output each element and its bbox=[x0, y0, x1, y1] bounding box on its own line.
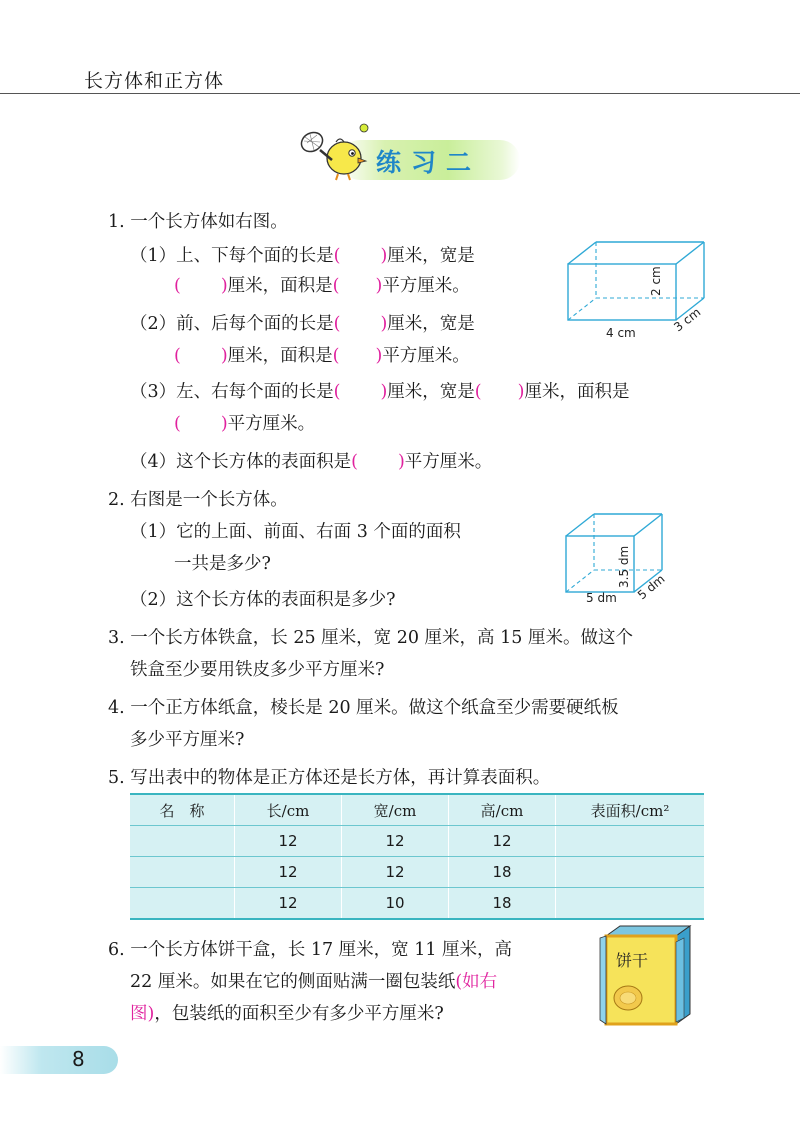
table-cell[interactable] bbox=[130, 857, 235, 888]
page-number-tab bbox=[0, 1046, 118, 1074]
figure2-width-label: 5 dm bbox=[634, 571, 668, 603]
table-row bbox=[130, 888, 704, 920]
table-cell: 12 bbox=[235, 826, 342, 857]
biscuit-box-label: 饼干 bbox=[616, 951, 649, 970]
cuboid-figure-1 bbox=[560, 236, 710, 344]
table-row bbox=[130, 826, 704, 857]
figure2-length-label: 5 dm bbox=[586, 591, 617, 605]
q1-part2-line1: （2）前、后每个面的长是( )厘米，宽是 bbox=[130, 314, 475, 334]
table-header-height: 高/cm bbox=[449, 794, 556, 826]
q1-part2-line2: ( )厘米，面积是( )平方厘米。 bbox=[174, 346, 470, 366]
table-cell: 18 bbox=[449, 888, 556, 920]
figure1-width-label: 3 cm bbox=[671, 305, 704, 335]
table-cell: 10 bbox=[342, 888, 449, 920]
q6-line2: 22 厘米。如果在它的侧面贴满一圈包装纸(如右 bbox=[130, 972, 498, 992]
table-header-row bbox=[130, 794, 704, 826]
q3-line2: 铁盒至少要用铁皮多少平方厘米? bbox=[130, 660, 385, 680]
table-header-area: 表面积/cm² bbox=[556, 794, 705, 826]
q1-part3-line1: （3）左、右每个面的长是( )厘米，宽是( )厘米，面积是 bbox=[130, 382, 630, 402]
header-divider bbox=[0, 93, 800, 94]
table-cell: 12 bbox=[342, 826, 449, 857]
table-cell: 12 bbox=[235, 857, 342, 888]
q4-line1: 4. 一个正方体纸盒，棱长是 20 厘米。做这个纸盒至少需要硬纸板 bbox=[108, 698, 619, 718]
figure2-height-label: 3.5 dm bbox=[617, 545, 631, 588]
chick-tennis-icon bbox=[292, 120, 372, 182]
table-cell[interactable] bbox=[130, 888, 235, 920]
q2-part1-line2: 一共是多少? bbox=[174, 554, 271, 574]
q4-line2: 多少平方厘米? bbox=[130, 730, 245, 750]
table-header-length: 长/cm bbox=[235, 794, 342, 826]
page-number: 8 bbox=[72, 1047, 85, 1071]
q1-part1-line1: （1）上、下每个面的长是( )厘米，宽是 bbox=[130, 246, 475, 266]
q6-line3: 图)，包装纸的面积至少有多少平方厘米? bbox=[130, 1004, 444, 1024]
table-cell: 12 bbox=[449, 826, 556, 857]
table-cell: 12 bbox=[235, 888, 342, 920]
table-cell: 18 bbox=[449, 857, 556, 888]
cuboid-figure-2 bbox=[560, 508, 672, 606]
table-header-width: 宽/cm bbox=[342, 794, 449, 826]
figure1-length-label: 4 cm bbox=[606, 326, 636, 340]
table-cell[interactable] bbox=[556, 826, 705, 857]
table-cell[interactable] bbox=[130, 826, 235, 857]
table-header-name: 名 称 bbox=[130, 794, 235, 826]
q1-part1-line2: ( )厘米，面积是( )平方厘米。 bbox=[174, 276, 470, 296]
q2-part1-line1: （1）它的上面、前面、右面 3 个面的面积 bbox=[130, 522, 461, 542]
q6-line1: 6. 一个长方体饼干盒，长 17 厘米，宽 11 厘米，高 bbox=[108, 940, 513, 960]
figure1-height-label: 2 cm bbox=[649, 266, 663, 296]
table-cell: 12 bbox=[342, 857, 449, 888]
chapter-header: 长方体和正方体 bbox=[84, 70, 225, 92]
biscuit-box-illustration bbox=[598, 922, 694, 1026]
q5-stem: 5. 写出表中的物体是正方体还是长方体，再计算表面积。 bbox=[108, 768, 551, 788]
table-cell[interactable] bbox=[556, 888, 705, 920]
q3-line1: 3. 一个长方体铁盒，长 25 厘米，宽 20 厘米，高 15 厘米。做这个 bbox=[108, 628, 633, 648]
dimensions-table bbox=[130, 793, 704, 920]
q2-stem: 2. 右图是一个长方体。 bbox=[108, 490, 288, 510]
q2-part2: （2）这个长方体的表面积是多少? bbox=[130, 590, 396, 610]
table-row bbox=[130, 857, 704, 888]
exercise-title: 练习二 bbox=[376, 148, 482, 177]
q1-part4: （4）这个长方体的表面积是( )平方厘米。 bbox=[130, 452, 493, 472]
table-cell[interactable] bbox=[556, 857, 705, 888]
q1-part3-line2: ( )平方厘米。 bbox=[174, 414, 316, 434]
q1-stem: 1. 一个长方体如右图。 bbox=[108, 212, 288, 232]
